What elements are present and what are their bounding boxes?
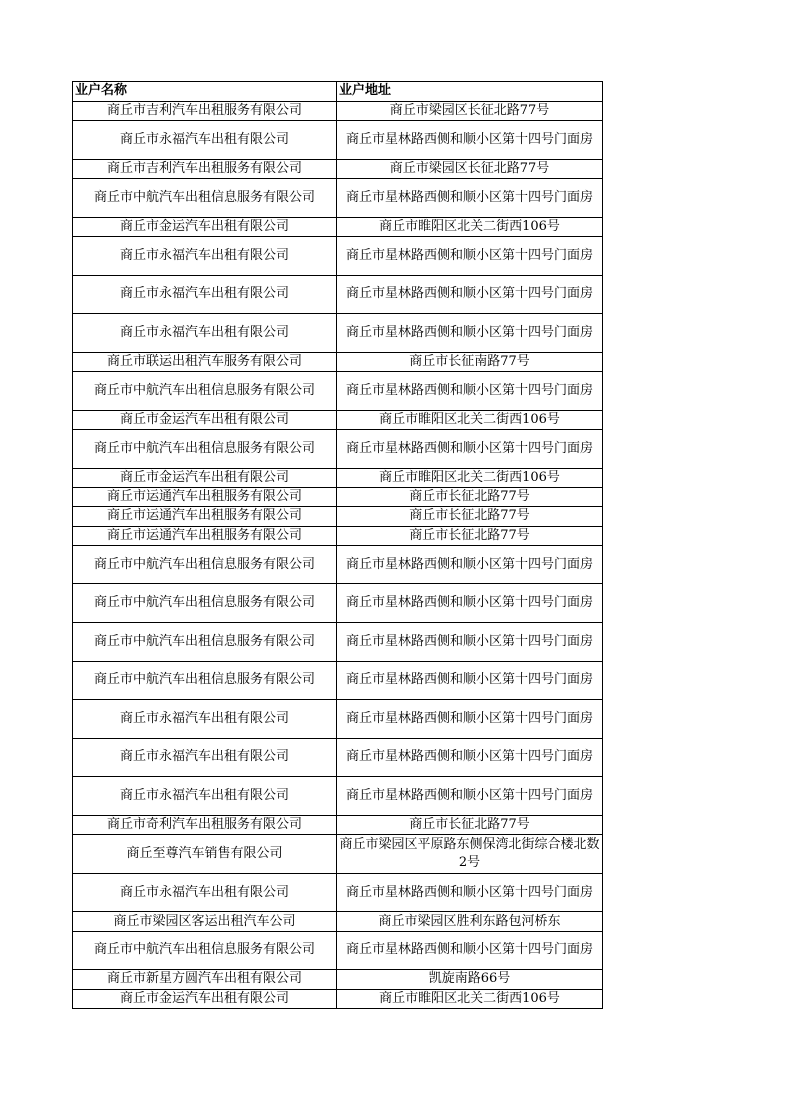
- owner-name-cell: 商丘市永福汽车出租有限公司: [73, 275, 337, 314]
- table-row: [73, 468, 603, 487]
- header-owner-address: 业户地址: [337, 82, 603, 102]
- owner-address-cell: 商丘市梁园区平原路东侧保湾北街综合楼北数2号: [337, 835, 603, 874]
- owner-address-cell: 商丘市睢阳区北关二街西106号: [337, 468, 603, 487]
- owner-name-cell: 商丘市永福汽车出租有限公司: [73, 314, 337, 353]
- owner-name-cell: 商丘市运通汽车出租服务有限公司: [73, 487, 337, 506]
- table-row: [73, 237, 603, 276]
- owner-address-table: [72, 81, 603, 1009]
- owner-address-cell: 商丘市星林路西侧和顺小区第十四号门面房: [337, 623, 603, 662]
- owner-address-cell: 商丘市睢阳区北关二街西106号: [337, 989, 603, 1008]
- table-row: [73, 912, 603, 931]
- table-row: [73, 121, 603, 160]
- owner-name-cell: 商丘至尊汽车销售有限公司: [73, 835, 337, 874]
- table-row: [73, 487, 603, 506]
- table-row: [73, 410, 603, 429]
- owner-name-cell: 商丘市永福汽车出租有限公司: [73, 700, 337, 739]
- owner-address-cell: 凯旋南路66号: [337, 970, 603, 989]
- owner-name-cell: 商丘市中航汽车出租信息服务有限公司: [73, 661, 337, 700]
- owner-address-cell: 商丘市星林路西侧和顺小区第十四号门面房: [337, 931, 603, 970]
- table-row: [73, 623, 603, 662]
- table-row: [73, 970, 603, 989]
- table-row: [73, 931, 603, 970]
- owner-address-cell: 商丘市梁园区长征北路77号: [337, 159, 603, 178]
- owner-name-cell: 商丘市吉利汽车出租服务有限公司: [73, 159, 337, 178]
- owner-address-cell: 商丘市长征北路77号: [337, 507, 603, 526]
- table-row: [73, 989, 603, 1008]
- owner-name-cell: 商丘市中航汽车出租信息服务有限公司: [73, 372, 337, 411]
- owner-name-cell: 商丘市梁园区客运出租汽车公司: [73, 912, 337, 931]
- header-row: [73, 82, 603, 102]
- owner-name-cell: 商丘市金运汽车出租有限公司: [73, 410, 337, 429]
- owner-name-cell: 商丘市永福汽车出租有限公司: [73, 738, 337, 777]
- table-row: [73, 352, 603, 371]
- owner-address-cell: 商丘市星林路西侧和顺小区第十四号门面房: [337, 661, 603, 700]
- owner-name-cell: 商丘市金运汽车出租有限公司: [73, 217, 337, 236]
- owner-name-cell: 商丘市奇利汽车出租服务有限公司: [73, 815, 337, 834]
- owner-address-cell: 商丘市星林路西侧和顺小区第十四号门面房: [337, 873, 603, 912]
- owner-name-cell: 商丘市新星方圆汽车出租有限公司: [73, 970, 337, 989]
- owner-address-cell: 商丘市长征南路77号: [337, 352, 603, 371]
- owner-name-cell: 商丘市中航汽车出租信息服务有限公司: [73, 430, 337, 469]
- owner-address-cell: 商丘市星林路西侧和顺小区第十四号门面房: [337, 121, 603, 160]
- table-row: [73, 835, 603, 874]
- owner-name-cell: 商丘市永福汽车出租有限公司: [73, 237, 337, 276]
- owner-address-cell: 商丘市星林路西侧和顺小区第十四号门面房: [337, 275, 603, 314]
- table-row: [73, 179, 603, 218]
- owner-name-cell: 商丘市中航汽车出租信息服务有限公司: [73, 545, 337, 584]
- owner-name-cell: 商丘市运通汽车出租服务有限公司: [73, 507, 337, 526]
- owner-name-cell: 商丘市永福汽车出租有限公司: [73, 873, 337, 912]
- owner-name-cell: 商丘市永福汽车出租有限公司: [73, 121, 337, 160]
- owner-address-cell: 商丘市星林路西侧和顺小区第十四号门面房: [337, 179, 603, 218]
- owner-address-cell: 商丘市长征北路77号: [337, 526, 603, 545]
- owner-name-cell: 商丘市中航汽车出租信息服务有限公司: [73, 584, 337, 623]
- table-row: [73, 275, 603, 314]
- owner-address-cell: 商丘市星林路西侧和顺小区第十四号门面房: [337, 430, 603, 469]
- table-row: [73, 430, 603, 469]
- header-owner-name: 业户名称: [73, 82, 337, 102]
- owner-name-cell: 商丘市金运汽车出租有限公司: [73, 468, 337, 487]
- owner-address-cell: 商丘市长征北路77号: [337, 487, 603, 506]
- owner-address-cell: 商丘市睢阳区北关二街西106号: [337, 410, 603, 429]
- table-row: [73, 102, 603, 121]
- table-row: [73, 584, 603, 623]
- owner-name-cell: 商丘市吉利汽车出租服务有限公司: [73, 102, 337, 121]
- table-row: [73, 217, 603, 236]
- owner-name-cell: 商丘市中航汽车出租信息服务有限公司: [73, 179, 337, 218]
- owner-name-cell: 商丘市中航汽车出租信息服务有限公司: [73, 931, 337, 970]
- table-row: [73, 372, 603, 411]
- owner-name-cell: 商丘市金运汽车出租有限公司: [73, 989, 337, 1008]
- table-row: [73, 661, 603, 700]
- table-row: [73, 526, 603, 545]
- owner-address-cell: 商丘市星林路西侧和顺小区第十四号门面房: [337, 237, 603, 276]
- owner-address-cell: 商丘市星林路西侧和顺小区第十四号门面房: [337, 372, 603, 411]
- owner-name-cell: 商丘市运通汽车出租服务有限公司: [73, 526, 337, 545]
- owner-address-cell: 商丘市星林路西侧和顺小区第十四号门面房: [337, 738, 603, 777]
- table-row: [73, 777, 603, 816]
- table-row: [73, 159, 603, 178]
- table-row: [73, 873, 603, 912]
- table-row: [73, 545, 603, 584]
- owner-address-cell: 商丘市星林路西侧和顺小区第十四号门面房: [337, 700, 603, 739]
- owner-name-cell: 商丘市永福汽车出租有限公司: [73, 777, 337, 816]
- owner-address-cell: 商丘市梁园区胜利东路包河桥东: [337, 912, 603, 931]
- owner-address-cell: 商丘市星林路西侧和顺小区第十四号门面房: [337, 545, 603, 584]
- table-row: [73, 314, 603, 353]
- owner-address-cell: 商丘市长征北路77号: [337, 815, 603, 834]
- owner-address-cell: 商丘市梁园区长征北路77号: [337, 102, 603, 121]
- table-body: [73, 102, 603, 1009]
- owner-address-cell: 商丘市星林路西侧和顺小区第十四号门面房: [337, 777, 603, 816]
- owner-address-cell: 商丘市星林路西侧和顺小区第十四号门面房: [337, 314, 603, 353]
- table-row: [73, 815, 603, 834]
- table-row: [73, 738, 603, 777]
- owner-name-cell: 商丘市中航汽车出租信息服务有限公司: [73, 623, 337, 662]
- table-row: [73, 700, 603, 739]
- table-row: [73, 507, 603, 526]
- owner-address-cell: 商丘市星林路西侧和顺小区第十四号门面房: [337, 584, 603, 623]
- owner-name-cell: 商丘市联运出租汽车服务有限公司: [73, 352, 337, 371]
- owner-address-cell: 商丘市睢阳区北关二街西106号: [337, 217, 603, 236]
